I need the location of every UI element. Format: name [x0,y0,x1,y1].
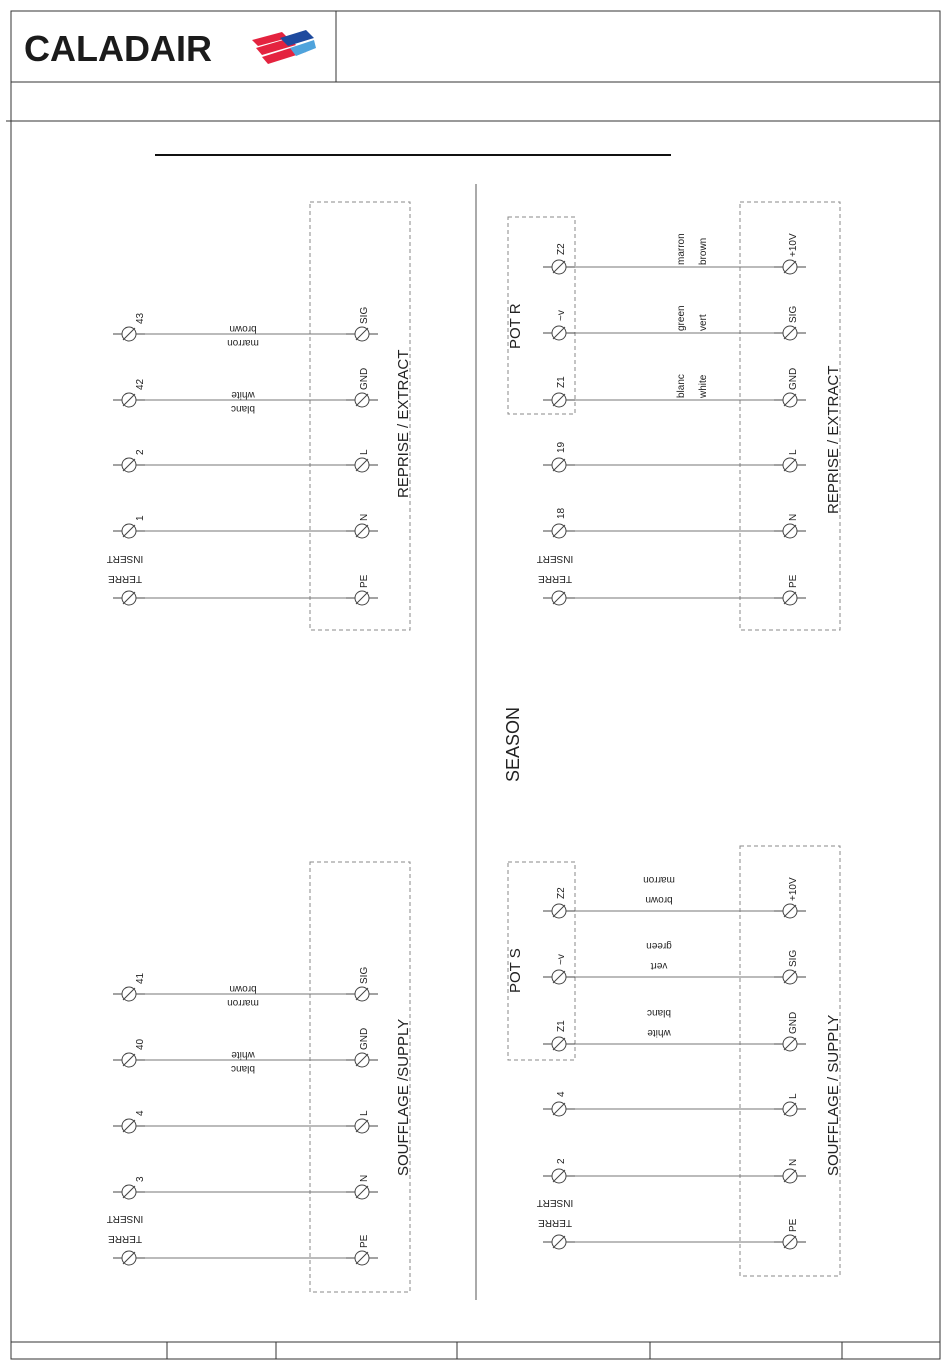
wire-color-label: green [646,940,672,951]
terminal-left_supply-L [346,1119,378,1133]
terminal-side-label: +10V [788,233,799,257]
terre-label: TERRE [108,1233,142,1244]
terminal-number: 2 [556,1158,567,1164]
terminal-right_supply-L [774,1102,806,1116]
terminal-right_extract-L [774,458,806,472]
wire-color-label: brown [645,894,673,905]
terminal-right_extract-GND [774,393,806,407]
wires-layer [107,233,806,1265]
terminal-right_supply-GND [774,1037,806,1051]
terminal-right_supply-~v-left [543,970,575,984]
terminal-right_extract-Z1-left [543,393,575,407]
terminal-number: Z2 [556,887,567,899]
terminal-side-label: L [788,1093,799,1099]
title-block-frame [6,11,940,1359]
terminal-number: Z2 [556,243,567,255]
insert-label: INSERT [536,553,574,564]
terminal-number: 2 [135,449,146,455]
right-supply-title: SOUFFLAGE / SUPPLY [825,1014,842,1176]
left-extract-title: REPRISE / EXTRACT [395,349,412,498]
terminal-side-label: SIG [359,306,370,324]
terminal-side-label: SIG [788,305,799,323]
terminal-side-label: GND [788,1011,799,1034]
terminal-right_extract-Z2-left [543,260,575,274]
terminal-number: Z1 [556,376,567,388]
terminal-side-label: N [359,1174,370,1182]
terminal-right_extract-pe-left [543,591,575,605]
terminal-side-label: SIG [359,966,370,984]
wire-color-label: vert [698,314,709,331]
terminal-number: 18 [556,507,567,519]
terminal-left_supply-SIG [346,987,378,1001]
terminal-right_extract-18-left [543,524,575,538]
terminal-right_supply-Z1-left [543,1037,575,1051]
terminal-side-label: N [788,513,799,521]
terminal-side-label: N [788,1158,799,1166]
terminal-left_extract-GND [346,393,378,407]
wire-color-label: white [231,389,255,400]
season-label: SEASON [503,706,523,782]
terminal-side-label: PE [359,1234,370,1248]
insert-label: INSERT [536,1197,574,1208]
terminal-side-label: L [359,449,370,455]
terminal-number: 41 [135,972,146,984]
wire-color-label: marron [227,997,259,1008]
terminal-left_supply-41-left [113,987,145,1001]
terminal-right_supply-pe-left [543,1235,575,1249]
terminal-side-label: L [359,1110,370,1116]
terminal-right_supply-PE [774,1235,806,1249]
terminal-number: 42 [135,378,146,390]
terminal-number: 4 [135,1110,146,1116]
wire-color-label: brown [698,237,709,265]
terminal-left_supply-40-left [113,1053,145,1067]
terminal-left_extract-pe-left [113,591,145,605]
terminal-left_supply-pe-left [113,1251,145,1265]
logo-stripes-icon [252,30,316,64]
terminal-side-label: GND [359,367,370,390]
terminal-left_extract-1-left [113,524,145,538]
terminal-side-label: GND [788,367,799,390]
terminal-left_extract-SIG [346,327,378,341]
terminal-number: 19 [556,441,567,453]
terminal-right_supply-+10V [774,904,806,918]
terminal-right_extract-SIG [774,326,806,340]
pot-r-label: POT R [507,303,524,349]
pot-s-label: POT S [507,948,524,993]
terminal-right_supply-2-left [543,1169,575,1183]
terminal-number: 43 [135,312,146,324]
terre-label: TERRE [538,573,572,584]
wire-color-label: brown [229,323,257,334]
terre-label: TERRE [108,573,142,584]
terminal-left_supply-GND [346,1053,378,1067]
terminal-right_extract-PE [774,591,806,605]
wire-color-label: blanc [231,1063,255,1074]
terminal-side-label: GND [359,1027,370,1050]
terminal-side-label: PE [788,574,799,588]
caladair-logo [24,28,316,69]
terminal-left_extract-L [346,458,378,472]
terminal-number: ~v [556,954,567,965]
terminal-right_supply-Z2-left [543,904,575,918]
wire-color-label: brown [229,983,257,994]
wire-color-label: blanc [231,403,255,414]
terminal-right_extract-19-left [543,458,575,472]
terminal-left_extract-42-left [113,393,145,407]
terminal-side-label: L [788,449,799,455]
terminal-left_extract-43-left [113,327,145,341]
terminal-number: 4 [556,1091,567,1097]
terminal-number: ~v [556,310,567,321]
terminal-left_extract-PE [346,591,378,605]
terre-label: TERRE [538,1217,572,1228]
terminal-left_supply-PE [346,1251,378,1265]
terminal-number: 40 [135,1038,146,1050]
insert-label: INSERT [106,1213,144,1224]
terminal-right_supply-N [774,1169,806,1183]
terminal-number: 1 [135,515,146,521]
terminal-side-label: PE [788,1218,799,1232]
wire-color-label: blanc [676,374,687,398]
terminal-right_extract-N [774,524,806,538]
wire-color-label: blanc [647,1007,671,1018]
terminal-side-label: PE [359,574,370,588]
wire-color-label: marron [643,874,675,885]
terminal-number: 3 [135,1176,146,1182]
left-supply-title: SOUFFLAGE /SUPPLY [395,1018,412,1176]
terminal-right_supply-SIG [774,970,806,984]
wire-color-label: vert [650,960,668,971]
wire-color-label: white [231,1049,255,1060]
terminal-right_supply-4-left [543,1102,575,1116]
terminal-side-label: +10V [788,877,799,901]
terminal-left_extract-N [346,524,378,538]
brand-name: CALADAIR [24,28,212,69]
terminal-left_supply-4-left [113,1119,145,1133]
terminal-side-label: N [359,513,370,521]
wire-color-label: green [676,305,687,331]
wire-color-label: marron [227,337,259,348]
insert-label: INSERT [106,553,144,564]
terminal-left_extract-2-left [113,458,145,472]
terminal-left_supply-3-left [113,1185,145,1199]
wire-color-label: white [647,1027,671,1038]
terminal-left_supply-N [346,1185,378,1199]
terminal-right_extract-~v-left [543,326,575,340]
right-extract-title: REPRISE / EXTRACT [825,365,842,514]
terminal-number: Z1 [556,1020,567,1032]
wire-color-label: white [698,374,709,398]
wire-color-label: marron [676,233,687,265]
terminal-side-label: SIG [788,949,799,967]
terminal-right_extract-+10V [774,260,806,274]
